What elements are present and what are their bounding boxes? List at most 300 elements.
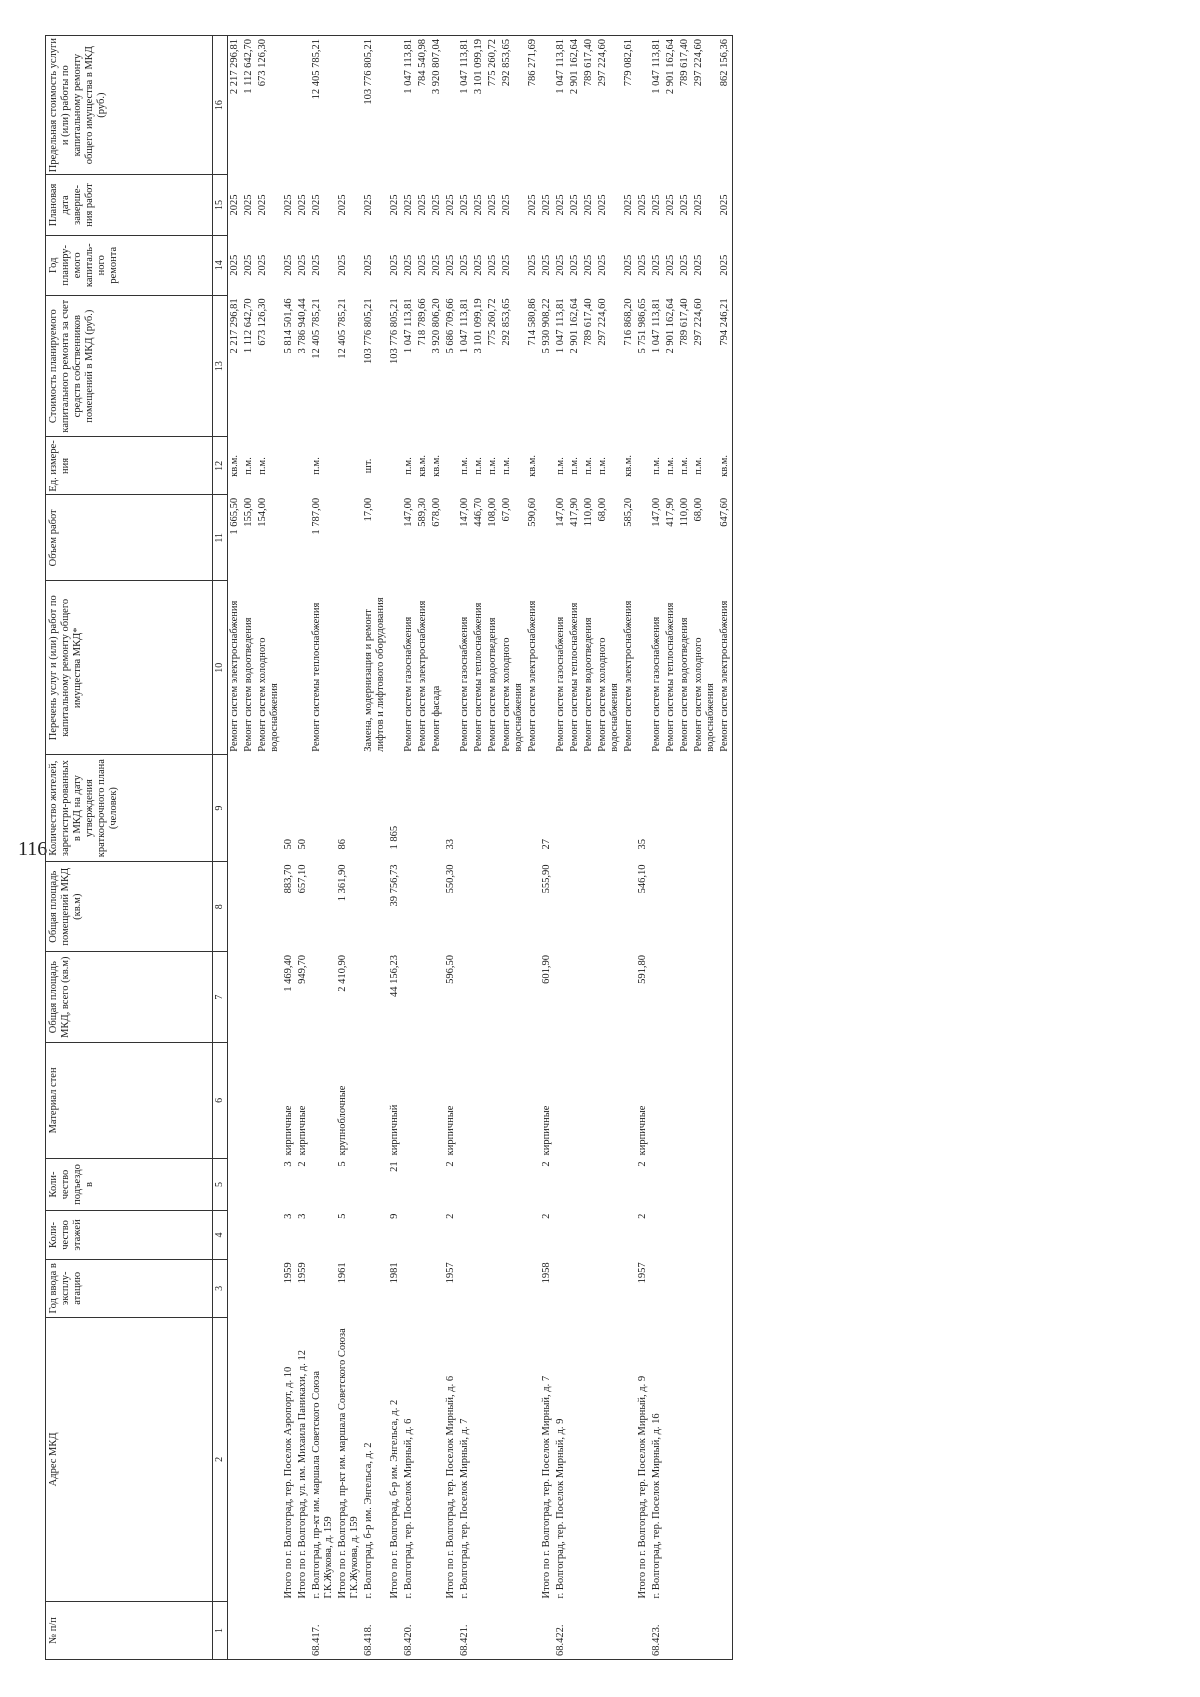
- table-cell: 786 271,69: [526, 36, 540, 175]
- column-number-7: 7: [213, 952, 228, 1042]
- table-cell: 1 047 113,81: [403, 298, 414, 354]
- table-cell: [718, 861, 733, 951]
- table-row: [582, 36, 596, 1660]
- table-cell: [650, 755, 664, 862]
- table-cell: 3: [283, 1213, 294, 1219]
- table-cell: 591,80: [637, 954, 648, 984]
- table-cell: Итого по г. Волгоград, пр-кт им. маршала Советского Союза Г.К.Жукова, д. 159: [337, 1328, 360, 1599]
- table-cell: 789 617,40: [583, 298, 594, 346]
- table-cell: 1957: [637, 1262, 648, 1284]
- table-cell: [242, 861, 256, 951]
- table-cell: [242, 755, 256, 862]
- table-cell: [582, 952, 596, 1042]
- table-cell: 2025: [569, 194, 580, 216]
- table-cell: [336, 36, 362, 175]
- table-cell: [500, 952, 526, 1042]
- table-cell: [296, 437, 310, 495]
- table-cell: 1 787,00: [311, 497, 322, 535]
- table-cell: [256, 861, 282, 951]
- table-cell: 27: [541, 838, 552, 850]
- table-cell: 68,00: [597, 497, 608, 522]
- table-cell: 546,10: [637, 864, 648, 894]
- table-cell: Итого по г. Волгоград, тер. Поселок Аэропорт, д. 10: [283, 1366, 294, 1599]
- table-cell: 775 260,72: [487, 298, 498, 346]
- table-cell: 716 868,20: [623, 298, 634, 346]
- table-cell: 2025: [583, 254, 594, 276]
- column-number-1: 1: [213, 1602, 228, 1660]
- table-cell: [582, 861, 596, 951]
- table-cell: 1 361,90: [337, 864, 348, 902]
- table-cell: Ремонт систем холодного водоснабжения: [597, 637, 620, 752]
- table-cell: [444, 495, 458, 581]
- table-cell: 2025: [597, 254, 608, 276]
- table-cell: 718 789,66: [417, 298, 428, 346]
- table-row: [692, 36, 718, 1660]
- table-cell: п.м.: [459, 457, 470, 475]
- table-cell: [718, 1259, 733, 1317]
- table-cell: кв.м.: [623, 454, 634, 477]
- table-cell: [540, 581, 554, 755]
- table-cell: 784 540,98: [416, 36, 430, 175]
- table-cell: [472, 1602, 486, 1660]
- table-cell: 779 082,61: [622, 36, 636, 175]
- table-cell: 2025: [243, 194, 254, 216]
- table-cell: [458, 1259, 472, 1317]
- table-cell: Ремонт систем газоснабжения: [651, 616, 662, 752]
- table-cell: 67,00: [501, 497, 512, 522]
- table-cell: 3 786 940,44: [297, 298, 308, 354]
- table-cell: 2: [637, 1161, 648, 1167]
- table-cell: [416, 952, 430, 1042]
- table-cell: Ремонт систем газоснабжения: [459, 616, 470, 752]
- table-cell: кв.м.: [229, 454, 240, 477]
- table-cell: 2025: [243, 254, 254, 276]
- table-cell: [596, 755, 622, 862]
- table-cell: Итого по г. Волгоград, тер. Поселок Мирный, д. 7: [541, 1375, 552, 1599]
- table-row: [526, 36, 540, 1660]
- table-cell: [296, 495, 310, 581]
- table-cell: 1961: [337, 1262, 348, 1284]
- table-cell: [310, 861, 336, 951]
- table-cell: Ремонт систем электроснабжения: [229, 600, 240, 752]
- table-cell: 1958: [541, 1262, 552, 1284]
- table-cell: [256, 1259, 282, 1317]
- table-cell: 2025: [637, 194, 648, 216]
- table-cell: [500, 1158, 526, 1210]
- table-cell: 103 776 805,21: [362, 36, 388, 175]
- column-number-15: 15: [213, 175, 228, 235]
- table-cell: 883,70: [283, 864, 294, 894]
- table-cell: 949,70: [297, 954, 308, 984]
- table-cell: [362, 861, 388, 951]
- table-cell: [678, 952, 692, 1042]
- table-cell: [458, 861, 472, 951]
- table-cell: [718, 952, 733, 1042]
- table-cell: 862 156,36: [718, 36, 733, 175]
- table-cell: [500, 755, 526, 862]
- table-cell: 147,00: [555, 497, 566, 527]
- table-cell: [362, 1158, 388, 1210]
- table-cell: 2025: [417, 194, 428, 216]
- table-cell: [596, 1042, 622, 1158]
- table-cell: 3: [283, 1161, 294, 1167]
- table-cell: 775 260,72: [486, 36, 500, 175]
- table-cell: 297 224,60: [693, 298, 704, 346]
- table-cell: [282, 36, 296, 175]
- table-cell: 2 901 162,64: [664, 36, 678, 175]
- table-cell: 2025: [718, 175, 733, 235]
- table-cell: 2 410,90: [337, 954, 348, 992]
- table-cell: [568, 1158, 582, 1210]
- table-cell: [678, 861, 692, 951]
- column-number-16: 16: [213, 36, 228, 175]
- table-cell: 2025: [257, 254, 268, 276]
- table-cell: 2025: [623, 194, 634, 216]
- table-cell: [388, 437, 402, 495]
- table-row: [282, 36, 296, 1660]
- table-cell: Ремонт систем водоотведения: [679, 617, 690, 752]
- table-cell: кирпичные: [445, 1105, 456, 1156]
- table-cell: 39 756,73: [389, 864, 400, 907]
- table-cell: [336, 437, 362, 495]
- table-cell: [622, 952, 636, 1042]
- table-cell: 155,00: [243, 497, 254, 527]
- table-cell: [636, 36, 650, 175]
- table-cell: [582, 1158, 596, 1210]
- column-number-10: 10: [213, 581, 228, 755]
- table-cell: 2 217 296,81: [228, 36, 243, 175]
- table-cell: [554, 1042, 568, 1158]
- table-cell: [636, 1602, 650, 1660]
- table-cell: кв.м.: [431, 454, 442, 477]
- column-header-7: Общая площадь МКД, всего (кв.м): [46, 952, 213, 1042]
- table-cell: [388, 1602, 402, 1660]
- column-number-9: 9: [213, 755, 228, 862]
- table-cell: [486, 755, 500, 862]
- table-cell: 550,30: [445, 864, 456, 894]
- table-cell: 417,90: [569, 497, 580, 527]
- table-cell: [296, 1602, 310, 1660]
- table-cell: 68.420.: [402, 1602, 416, 1660]
- table-cell: [402, 755, 416, 862]
- table-cell: [664, 1602, 678, 1660]
- table-cell: [664, 861, 678, 951]
- table-cell: 2025: [693, 254, 704, 276]
- table-cell: [582, 1317, 596, 1601]
- table-row: [362, 36, 388, 1660]
- table-row: [568, 36, 582, 1660]
- table-cell: 2: [297, 1161, 308, 1167]
- table-cell: [622, 861, 636, 951]
- table-cell: п.м.: [693, 457, 704, 475]
- table-cell: 5: [337, 1213, 348, 1219]
- table-cell: 794 246,21: [718, 295, 733, 437]
- table-cell: [256, 755, 282, 862]
- table-cell: [228, 1602, 243, 1660]
- table-cell: [622, 1317, 636, 1601]
- column-number-12: 12: [213, 437, 228, 495]
- table-cell: [228, 1158, 243, 1210]
- table-cell: [310, 952, 336, 1042]
- table-cell: [692, 755, 718, 862]
- table-cell: [282, 437, 296, 495]
- table-cell: 1 665,50: [229, 497, 240, 535]
- table-cell: [402, 861, 416, 951]
- table-cell: 1957: [445, 1262, 456, 1284]
- table-cell: [526, 1158, 540, 1210]
- table-cell: [500, 1317, 526, 1601]
- table-cell: 2025: [665, 194, 676, 216]
- table-cell: [650, 861, 664, 951]
- table-row: [388, 36, 402, 1660]
- table-cell: [568, 1317, 582, 1601]
- table-cell: 1 047 113,81: [555, 298, 566, 354]
- table-cell: [362, 1259, 388, 1317]
- table-row: [718, 36, 733, 1660]
- table-cell: [500, 1042, 526, 1158]
- table-cell: Ремонт систем водоотведения: [243, 617, 254, 752]
- table-cell: [256, 1042, 282, 1158]
- table-cell: [526, 952, 540, 1042]
- table-cell: [310, 1259, 336, 1317]
- table-cell: [416, 755, 430, 862]
- table-cell: 2025: [283, 254, 294, 276]
- table-cell: [362, 755, 388, 862]
- table-cell: [664, 1211, 678, 1260]
- table-cell: [242, 1042, 256, 1158]
- table-cell: [582, 755, 596, 862]
- table-cell: [430, 755, 444, 862]
- table-cell: 789 617,40: [678, 36, 692, 175]
- column-header-8: Общая площадь помещений МКД (кв.м): [46, 861, 213, 951]
- table-row: [554, 36, 568, 1660]
- table-cell: 2025: [555, 254, 566, 276]
- table-cell: [402, 952, 416, 1042]
- table-cell: 2025: [337, 194, 348, 216]
- table-cell: 1959: [297, 1262, 308, 1284]
- table-cell: [500, 1211, 526, 1260]
- table-cell: 2: [637, 1213, 648, 1219]
- table-cell: [554, 1259, 568, 1317]
- table-cell: 21: [389, 1161, 400, 1172]
- column-header-11: Объем работ: [46, 495, 213, 581]
- table-cell: 147,00: [651, 497, 662, 527]
- table-cell: 789 617,40: [582, 36, 596, 175]
- table-cell: 601,90: [541, 954, 552, 984]
- table-cell: [692, 1317, 718, 1601]
- table-cell: [500, 861, 526, 951]
- table-cell: [416, 1211, 430, 1260]
- table-cell: п.м.: [651, 457, 662, 475]
- table-cell: п.м.: [665, 457, 676, 475]
- table-cell: [458, 1042, 472, 1158]
- table-cell: [596, 952, 622, 1042]
- table-cell: 2: [445, 1161, 456, 1167]
- table-cell: кирпичные: [637, 1105, 648, 1156]
- table-cell: 50: [283, 838, 294, 850]
- table-cell: 68.418.: [362, 1602, 388, 1660]
- table-cell: 2025: [665, 254, 676, 276]
- table-cell: [256, 952, 282, 1042]
- table-cell: 585,20: [623, 497, 634, 527]
- table-cell: [430, 1211, 444, 1260]
- table-cell: [444, 581, 458, 755]
- table-cell: 68.422.: [554, 1602, 568, 1660]
- table-cell: 103 776 805,21: [389, 298, 400, 365]
- table-cell: [596, 1158, 622, 1210]
- table-cell: [444, 437, 458, 495]
- table-cell: [416, 1158, 430, 1210]
- table-cell: [256, 1317, 282, 1601]
- table-cell: 673 126,30: [257, 298, 268, 346]
- table-cell: [650, 1211, 664, 1260]
- table-row: [402, 36, 416, 1660]
- table-cell: [718, 755, 733, 862]
- table-cell: 68.423.: [650, 1602, 664, 1660]
- table-cell: [296, 581, 310, 755]
- table-cell: [678, 1158, 692, 1210]
- table-cell: [568, 1602, 582, 1660]
- table-cell: [692, 1211, 718, 1260]
- table-cell: 2 901 162,64: [568, 36, 582, 175]
- table-cell: г. Волгоград, тер. Поселок Мирный, д. 9: [555, 1418, 566, 1599]
- table-cell: 2025: [473, 254, 484, 276]
- table-cell: 2025: [473, 194, 484, 216]
- table-row: [444, 36, 458, 1660]
- table-cell: [650, 1042, 664, 1158]
- table-cell: [336, 581, 362, 755]
- table-cell: 2025: [445, 194, 456, 216]
- table-cell: [526, 1259, 540, 1317]
- table-cell: [678, 1211, 692, 1260]
- table-cell: 2: [541, 1213, 552, 1219]
- table-cell: г. Волгоград, б-р им. Энгельса, д. 2: [363, 1442, 374, 1599]
- table-cell: [622, 1042, 636, 1158]
- table-cell: [692, 1158, 718, 1210]
- table-cell: кирпичные: [541, 1105, 552, 1156]
- table-cell: [678, 1317, 692, 1601]
- table-cell: 2 901 162,64: [665, 298, 676, 354]
- table-cell: [650, 1259, 664, 1317]
- table-cell: 297 224,60: [597, 298, 608, 346]
- table-cell: 2025: [569, 254, 580, 276]
- table-cell: [554, 1211, 568, 1260]
- table-cell: [678, 1042, 692, 1158]
- table-cell: [622, 1211, 636, 1260]
- table-cell: Ремонт систем электроснабжения: [527, 600, 538, 752]
- table-cell: 590,60: [527, 497, 538, 527]
- table-cell: 2025: [459, 194, 470, 216]
- table-cell: 2025: [583, 194, 594, 216]
- table-cell: 2: [445, 1213, 456, 1219]
- table-cell: [242, 1602, 256, 1660]
- table-cell: 673 126,30: [256, 36, 282, 175]
- table-cell: [362, 1211, 388, 1260]
- table-cell: 110,00: [679, 497, 690, 527]
- table-cell: 297 224,60: [692, 36, 718, 175]
- table-row: [336, 36, 362, 1660]
- table-cell: Ремонт системы теплоснабжения: [569, 602, 580, 752]
- table-cell: [622, 1259, 636, 1317]
- table-cell: крупноблочные: [337, 1085, 348, 1156]
- table-cell: г. Волгоград, тер. Поселок Мирный, д. 16: [651, 1413, 662, 1599]
- table-cell: 86: [337, 838, 348, 850]
- table-cell: 68,00: [693, 497, 704, 522]
- table-cell: [664, 952, 678, 1042]
- table-cell: [596, 1211, 622, 1260]
- table-cell: 1 112 642,70: [242, 36, 256, 175]
- table-cell: 446,70: [473, 497, 484, 527]
- column-number-row: [213, 36, 228, 1660]
- table-cell: 108,00: [487, 497, 498, 527]
- table-cell: [228, 1042, 243, 1158]
- table-cell: 2025: [445, 254, 456, 276]
- table-row: [596, 36, 622, 1660]
- table-cell: [444, 1602, 458, 1660]
- table-cell: [256, 1211, 282, 1260]
- table-cell: Ремонт систем электроснабжения: [718, 581, 733, 755]
- table-cell: [228, 952, 243, 1042]
- table-cell: 1 865: [389, 825, 400, 850]
- table-cell: кирпичный: [389, 1104, 400, 1156]
- table-cell: 789 617,40: [679, 298, 690, 346]
- table-cell: Ремонт фасада: [431, 685, 442, 752]
- table-cell: 2 901 162,64: [569, 298, 580, 354]
- table-cell: [310, 1158, 336, 1210]
- table-cell: п.м.: [311, 457, 322, 475]
- table-cell: [678, 755, 692, 862]
- table-cell: [310, 1211, 336, 1260]
- table-cell: [486, 1317, 500, 1601]
- table-cell: 2025: [637, 254, 648, 276]
- table-cell: 2025: [555, 194, 566, 216]
- table-row: [486, 36, 500, 1660]
- table-cell: [430, 861, 444, 951]
- table-row: [430, 36, 444, 1660]
- table-cell: Итого по г. Волгоград, тер. Поселок Мирный, д. 9: [637, 1375, 648, 1599]
- table-cell: 2025: [487, 194, 498, 216]
- table-cell: 68.421.: [458, 1602, 472, 1660]
- table-row: [242, 36, 256, 1660]
- table-cell: 68.417.: [310, 1602, 336, 1660]
- table-cell: 2025: [459, 254, 470, 276]
- table-cell: 5 686 709,66: [445, 298, 456, 354]
- table-cell: 596,50: [445, 954, 456, 984]
- table-row: [416, 36, 430, 1660]
- table-cell: 5: [337, 1161, 348, 1167]
- table-cell: 2025: [501, 254, 512, 276]
- table-cell: 2025: [651, 254, 662, 276]
- table-cell: [282, 1602, 296, 1660]
- table-cell: [472, 1042, 486, 1158]
- table-cell: 2025: [297, 254, 308, 276]
- table-cell: Ремонт систем газоснабжения: [403, 616, 414, 752]
- table-cell: 2025: [679, 254, 690, 276]
- table-cell: Ремонт системы теплоснабжения: [665, 602, 676, 752]
- table-cell: г. Волгоград, пр-кт им. маршала Советского Союза Г.К.Жукова, д. 159: [311, 1370, 334, 1599]
- table-cell: 3 101 099,19: [473, 298, 484, 354]
- table-cell: 2025: [431, 194, 442, 216]
- table-cell: [526, 1211, 540, 1260]
- table-cell: [486, 1259, 500, 1317]
- table-cell: [486, 1602, 500, 1660]
- table-cell: [650, 1158, 664, 1210]
- table-cell: [362, 952, 388, 1042]
- table-cell: 12 405 785,21: [337, 298, 348, 359]
- page-number: 116: [18, 838, 48, 860]
- table-cell: [472, 755, 486, 862]
- table-cell: 5 751 986,65: [637, 298, 648, 354]
